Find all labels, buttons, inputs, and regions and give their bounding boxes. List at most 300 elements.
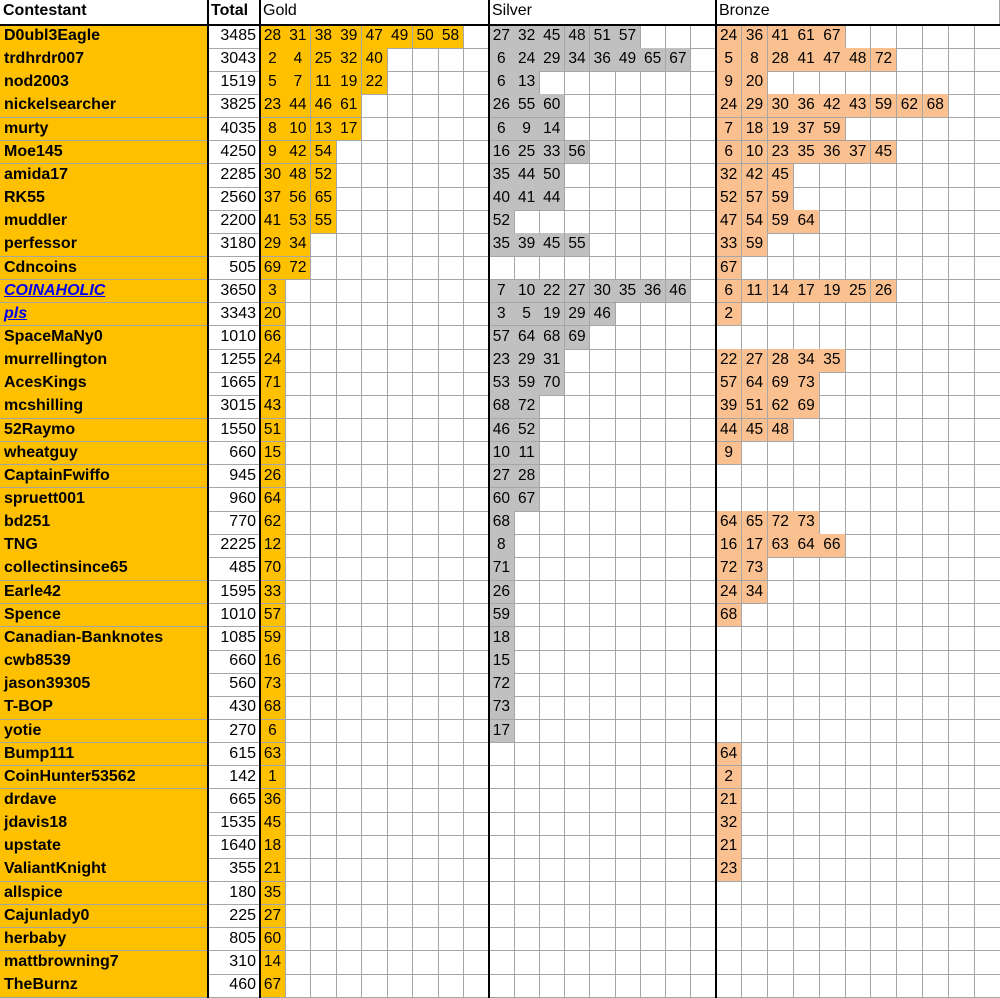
bronze-empty-cell[interactable] — [974, 696, 1000, 720]
gold-empty-cell[interactable] — [311, 905, 337, 929]
bronze-empty-cell[interactable] — [923, 789, 949, 813]
bronze-empty-cell[interactable] — [845, 233, 871, 257]
bronze-value-cell[interactable]: 44 — [716, 419, 742, 443]
bronze-empty-cell[interactable] — [897, 349, 923, 373]
gold-empty-cell[interactable] — [311, 534, 337, 558]
contestant-name[interactable]: mattbrowning7 — [0, 951, 208, 975]
silver-value-cell[interactable]: 22 — [539, 280, 565, 304]
gold-empty-cell[interactable] — [464, 627, 490, 651]
gold-empty-cell[interactable] — [362, 951, 388, 975]
gold-empty-cell[interactable] — [438, 812, 464, 836]
gold-value-cell[interactable]: 69 — [260, 257, 286, 281]
gold-empty-cell[interactable] — [311, 395, 337, 419]
gold-value-cell[interactable]: 3 — [260, 280, 286, 304]
bronze-empty-cell[interactable] — [819, 187, 845, 211]
gold-empty-cell[interactable] — [413, 395, 439, 419]
bronze-empty-cell[interactable] — [897, 673, 923, 697]
gold-value-cell[interactable]: 16 — [260, 650, 286, 674]
gold-empty-cell[interactable] — [438, 395, 464, 419]
silver-empty-cell[interactable] — [640, 835, 666, 859]
bronze-empty-cell[interactable] — [974, 766, 1000, 790]
silver-value-cell[interactable]: 26 — [489, 94, 515, 118]
bronze-empty-cell[interactable] — [974, 673, 1000, 697]
gold-empty-cell[interactable] — [362, 557, 388, 581]
bronze-empty-cell[interactable] — [871, 905, 897, 929]
bronze-empty-cell[interactable] — [923, 395, 949, 419]
bronze-value-cell[interactable]: 45 — [768, 164, 794, 188]
gold-empty-cell[interactable] — [387, 534, 413, 558]
silver-empty-cell[interactable] — [666, 210, 692, 234]
bronze-empty-cell[interactable] — [871, 557, 897, 581]
silver-empty-cell[interactable] — [514, 210, 540, 234]
total-cell[interactable]: 2560 — [208, 187, 260, 211]
bronze-value-cell[interactable]: 39 — [716, 395, 742, 419]
silver-value-cell[interactable]: 57 — [489, 326, 515, 350]
gold-value-cell[interactable]: 29 — [260, 233, 286, 257]
bronze-empty-cell[interactable] — [871, 534, 897, 558]
bronze-empty-cell[interactable] — [793, 720, 819, 744]
silver-empty-cell[interactable] — [565, 905, 591, 929]
gold-empty-cell[interactable] — [464, 257, 490, 281]
bronze-value-cell[interactable]: 67 — [716, 257, 742, 281]
bronze-value-cell[interactable]: 57 — [716, 372, 742, 396]
gold-empty-cell[interactable] — [285, 534, 311, 558]
silver-empty-cell[interactable] — [691, 141, 717, 165]
gold-value-cell[interactable]: 42 — [285, 141, 311, 165]
gold-empty-cell[interactable] — [336, 858, 362, 882]
bronze-empty-cell[interactable] — [871, 789, 897, 813]
contestant-name[interactable]: nod2003 — [0, 71, 208, 95]
gold-empty-cell[interactable] — [438, 858, 464, 882]
silver-value-cell[interactable]: 41 — [514, 187, 540, 211]
gold-empty-cell[interactable] — [336, 372, 362, 396]
bronze-empty-cell[interactable] — [948, 974, 974, 998]
total-cell[interactable]: 2225 — [208, 534, 260, 558]
silver-empty-cell[interactable] — [691, 326, 717, 350]
silver-empty-cell[interactable] — [666, 858, 692, 882]
gold-value-cell[interactable]: 48 — [285, 164, 311, 188]
silver-empty-cell[interactable] — [640, 164, 666, 188]
silver-empty-cell[interactable] — [691, 94, 717, 118]
bronze-value-cell[interactable]: 59 — [768, 210, 794, 234]
silver-empty-cell[interactable] — [666, 627, 692, 651]
bronze-empty-cell[interactable] — [845, 743, 871, 767]
bronze-empty-cell[interactable] — [923, 835, 949, 859]
gold-empty-cell[interactable] — [438, 465, 464, 489]
bronze-value-cell[interactable]: 26 — [871, 280, 897, 304]
bronze-empty-cell[interactable] — [819, 627, 845, 651]
silver-empty-cell[interactable] — [514, 928, 540, 952]
silver-empty-cell[interactable] — [615, 743, 641, 767]
total-cell[interactable]: 665 — [208, 789, 260, 813]
bronze-empty-cell[interactable] — [819, 511, 845, 535]
gold-empty-cell[interactable] — [413, 488, 439, 512]
silver-value-cell[interactable]: 5 — [514, 303, 540, 327]
gold-empty-cell[interactable] — [311, 257, 337, 281]
bronze-empty-cell[interactable] — [923, 766, 949, 790]
silver-empty-cell[interactable] — [590, 974, 616, 998]
bronze-empty-cell[interactable] — [871, 395, 897, 419]
gold-empty-cell[interactable] — [413, 812, 439, 836]
silver-empty-cell[interactable] — [640, 118, 666, 142]
gold-empty-cell[interactable] — [387, 257, 413, 281]
silver-empty-cell[interactable] — [514, 789, 540, 813]
gold-empty-cell[interactable] — [464, 882, 490, 906]
gold-empty-cell[interactable] — [362, 720, 388, 744]
silver-value-cell[interactable]: 46 — [590, 303, 616, 327]
gold-empty-cell[interactable] — [362, 604, 388, 628]
gold-empty-cell[interactable] — [362, 303, 388, 327]
bronze-empty-cell[interactable] — [793, 882, 819, 906]
bronze-empty-cell[interactable] — [923, 25, 949, 49]
silver-empty-cell[interactable] — [539, 511, 565, 535]
silver-empty-cell[interactable] — [640, 187, 666, 211]
bronze-empty-cell[interactable] — [923, 419, 949, 443]
silver-empty-cell[interactable] — [666, 604, 692, 628]
silver-value-cell[interactable]: 19 — [539, 303, 565, 327]
bronze-value-cell[interactable]: 18 — [742, 118, 768, 142]
silver-empty-cell[interactable] — [565, 743, 591, 767]
gold-value-cell[interactable]: 51 — [260, 419, 286, 443]
gold-empty-cell[interactable] — [336, 835, 362, 859]
silver-empty-cell[interactable] — [539, 858, 565, 882]
bronze-empty-cell[interactable] — [897, 71, 923, 95]
silver-empty-cell[interactable] — [615, 164, 641, 188]
bronze-empty-cell[interactable] — [871, 604, 897, 628]
contestant-name[interactable]: perfessor — [0, 233, 208, 257]
bronze-empty-cell[interactable] — [716, 951, 742, 975]
silver-empty-cell[interactable] — [565, 673, 591, 697]
gold-empty-cell[interactable] — [413, 326, 439, 350]
silver-empty-cell[interactable] — [691, 858, 717, 882]
silver-empty-cell[interactable] — [640, 604, 666, 628]
gold-empty-cell[interactable] — [362, 928, 388, 952]
gold-value-cell[interactable]: 46 — [311, 94, 337, 118]
gold-empty-cell[interactable] — [362, 696, 388, 720]
bronze-empty-cell[interactable] — [948, 534, 974, 558]
silver-empty-cell[interactable] — [590, 720, 616, 744]
gold-value-cell[interactable]: 72 — [285, 257, 311, 281]
bronze-empty-cell[interactable] — [897, 789, 923, 813]
silver-empty-cell[interactable] — [514, 650, 540, 674]
gold-empty-cell[interactable] — [413, 905, 439, 929]
bronze-value-cell[interactable]: 32 — [716, 812, 742, 836]
gold-empty-cell[interactable] — [387, 789, 413, 813]
bronze-empty-cell[interactable] — [974, 210, 1000, 234]
bronze-empty-cell[interactable] — [923, 928, 949, 952]
gold-empty-cell[interactable] — [438, 905, 464, 929]
gold-empty-cell[interactable] — [464, 71, 490, 95]
gold-empty-cell[interactable] — [387, 465, 413, 489]
gold-empty-cell[interactable] — [387, 627, 413, 651]
bronze-empty-cell[interactable] — [923, 141, 949, 165]
bronze-empty-cell[interactable] — [948, 118, 974, 142]
gold-empty-cell[interactable] — [387, 905, 413, 929]
silver-empty-cell[interactable] — [590, 349, 616, 373]
bronze-empty-cell[interactable] — [974, 187, 1000, 211]
gold-empty-cell[interactable] — [362, 326, 388, 350]
bronze-empty-cell[interactable] — [793, 766, 819, 790]
bronze-empty-cell[interactable] — [897, 372, 923, 396]
total-cell[interactable]: 660 — [208, 650, 260, 674]
gold-empty-cell[interactable] — [362, 372, 388, 396]
bronze-empty-cell[interactable] — [768, 488, 794, 512]
gold-value-cell[interactable]: 11 — [311, 71, 337, 95]
silver-empty-cell[interactable] — [640, 395, 666, 419]
bronze-empty-cell[interactable] — [948, 395, 974, 419]
silver-empty-cell[interactable] — [666, 233, 692, 257]
bronze-empty-cell[interactable] — [716, 928, 742, 952]
gold-empty-cell[interactable] — [464, 419, 490, 443]
bronze-empty-cell[interactable] — [974, 951, 1000, 975]
gold-empty-cell[interactable] — [285, 372, 311, 396]
silver-value-cell[interactable]: 8 — [489, 534, 515, 558]
silver-empty-cell[interactable] — [640, 210, 666, 234]
silver-empty-cell[interactable] — [640, 349, 666, 373]
silver-empty-cell[interactable] — [615, 326, 641, 350]
gold-empty-cell[interactable] — [285, 789, 311, 813]
gold-value-cell[interactable]: 53 — [285, 210, 311, 234]
contestant-name[interactable]: jason39305 — [0, 673, 208, 697]
bronze-value-cell[interactable]: 28 — [768, 349, 794, 373]
silver-empty-cell[interactable] — [615, 94, 641, 118]
bronze-empty-cell[interactable] — [974, 349, 1000, 373]
bronze-empty-cell[interactable] — [845, 118, 871, 142]
gold-empty-cell[interactable] — [387, 835, 413, 859]
silver-empty-cell[interactable] — [590, 71, 616, 95]
bronze-empty-cell[interactable] — [793, 419, 819, 443]
silver-empty-cell[interactable] — [514, 257, 540, 281]
gold-empty-cell[interactable] — [413, 928, 439, 952]
gold-empty-cell[interactable] — [438, 696, 464, 720]
total-cell[interactable]: 460 — [208, 974, 260, 998]
silver-empty-cell[interactable] — [691, 696, 717, 720]
bronze-empty-cell[interactable] — [716, 650, 742, 674]
silver-empty-cell[interactable] — [666, 534, 692, 558]
bronze-empty-cell[interactable] — [871, 835, 897, 859]
bronze-value-cell[interactable]: 54 — [742, 210, 768, 234]
gold-empty-cell[interactable] — [285, 928, 311, 952]
gold-empty-cell[interactable] — [387, 164, 413, 188]
bronze-value-cell[interactable]: 19 — [819, 280, 845, 304]
silver-value-cell[interactable]: 11 — [514, 442, 540, 466]
bronze-empty-cell[interactable] — [897, 905, 923, 929]
gold-empty-cell[interactable] — [336, 673, 362, 697]
bronze-value-cell[interactable]: 37 — [793, 118, 819, 142]
silver-empty-cell[interactable] — [640, 743, 666, 767]
bronze-empty-cell[interactable] — [742, 905, 768, 929]
silver-value-cell[interactable]: 25 — [514, 141, 540, 165]
bronze-empty-cell[interactable] — [819, 442, 845, 466]
gold-empty-cell[interactable] — [387, 882, 413, 906]
bronze-value-cell[interactable]: 62 — [897, 94, 923, 118]
bronze-empty-cell[interactable] — [974, 905, 1000, 929]
silver-empty-cell[interactable] — [615, 905, 641, 929]
silver-empty-cell[interactable] — [489, 858, 515, 882]
silver-empty-cell[interactable] — [565, 951, 591, 975]
gold-empty-cell[interactable] — [438, 835, 464, 859]
bronze-empty-cell[interactable] — [819, 882, 845, 906]
silver-empty-cell[interactable] — [666, 326, 692, 350]
gold-empty-cell[interactable] — [311, 280, 337, 304]
bronze-empty-cell[interactable] — [768, 557, 794, 581]
total-cell[interactable]: 3015 — [208, 395, 260, 419]
silver-empty-cell[interactable] — [539, 395, 565, 419]
bronze-empty-cell[interactable] — [897, 882, 923, 906]
silver-empty-cell[interactable] — [615, 882, 641, 906]
silver-empty-cell[interactable] — [640, 720, 666, 744]
gold-empty-cell[interactable] — [387, 928, 413, 952]
bronze-value-cell[interactable]: 72 — [716, 557, 742, 581]
gold-empty-cell[interactable] — [311, 557, 337, 581]
gold-empty-cell[interactable] — [438, 118, 464, 142]
gold-value-cell[interactable]: 1 — [260, 766, 286, 790]
silver-empty-cell[interactable] — [565, 349, 591, 373]
silver-empty-cell[interactable] — [565, 511, 591, 535]
gold-value-cell[interactable]: 41 — [260, 210, 286, 234]
gold-value-cell[interactable]: 20 — [260, 303, 286, 327]
bronze-empty-cell[interactable] — [948, 25, 974, 49]
bronze-value-cell[interactable]: 41 — [793, 48, 819, 72]
bronze-empty-cell[interactable] — [897, 858, 923, 882]
silver-empty-cell[interactable] — [640, 905, 666, 929]
gold-empty-cell[interactable] — [464, 118, 490, 142]
silver-empty-cell[interactable] — [514, 882, 540, 906]
silver-empty-cell[interactable] — [565, 164, 591, 188]
bronze-empty-cell[interactable] — [871, 720, 897, 744]
total-cell[interactable]: 615 — [208, 743, 260, 767]
bronze-empty-cell[interactable] — [948, 326, 974, 350]
bronze-empty-cell[interactable] — [897, 835, 923, 859]
silver-empty-cell[interactable] — [691, 395, 717, 419]
gold-value-cell[interactable]: 62 — [260, 511, 286, 535]
silver-value-cell[interactable]: 46 — [666, 280, 692, 304]
gold-empty-cell[interactable] — [311, 928, 337, 952]
silver-value-cell[interactable]: 59 — [514, 372, 540, 396]
bronze-empty-cell[interactable] — [923, 627, 949, 651]
bronze-value-cell[interactable]: 72 — [871, 48, 897, 72]
bronze-empty-cell[interactable] — [793, 465, 819, 489]
bronze-empty-cell[interactable] — [742, 882, 768, 906]
bronze-empty-cell[interactable] — [923, 534, 949, 558]
bronze-empty-cell[interactable] — [716, 882, 742, 906]
silver-empty-cell[interactable] — [514, 627, 540, 651]
bronze-empty-cell[interactable] — [897, 118, 923, 142]
gold-value-cell[interactable]: 71 — [260, 372, 286, 396]
silver-empty-cell[interactable] — [640, 511, 666, 535]
header-bronze[interactable]: Bronze — [716, 0, 1000, 25]
gold-empty-cell[interactable] — [464, 766, 490, 790]
contestant-name[interactable]: jdavis18 — [0, 812, 208, 836]
silver-empty-cell[interactable] — [489, 974, 515, 998]
bronze-value-cell[interactable]: 25 — [845, 280, 871, 304]
bronze-empty-cell[interactable] — [793, 326, 819, 350]
gold-empty-cell[interactable] — [362, 442, 388, 466]
silver-empty-cell[interactable] — [666, 372, 692, 396]
bronze-empty-cell[interactable] — [948, 905, 974, 929]
bronze-value-cell[interactable]: 16 — [716, 534, 742, 558]
silver-empty-cell[interactable] — [666, 257, 692, 281]
bronze-empty-cell[interactable] — [871, 233, 897, 257]
silver-empty-cell[interactable] — [691, 789, 717, 813]
bronze-empty-cell[interactable] — [716, 905, 742, 929]
silver-empty-cell[interactable] — [590, 789, 616, 813]
bronze-value-cell[interactable]: 28 — [768, 48, 794, 72]
bronze-empty-cell[interactable] — [845, 534, 871, 558]
silver-empty-cell[interactable] — [691, 280, 717, 304]
bronze-empty-cell[interactable] — [793, 974, 819, 998]
gold-empty-cell[interactable] — [413, 94, 439, 118]
bronze-value-cell[interactable]: 21 — [716, 789, 742, 813]
bronze-value-cell[interactable]: 7 — [716, 118, 742, 142]
gold-empty-cell[interactable] — [336, 465, 362, 489]
bronze-empty-cell[interactable] — [716, 720, 742, 744]
gold-empty-cell[interactable] — [336, 141, 362, 165]
bronze-empty-cell[interactable] — [923, 974, 949, 998]
bronze-value-cell[interactable]: 41 — [768, 25, 794, 49]
silver-empty-cell[interactable] — [590, 187, 616, 211]
silver-value-cell[interactable]: 70 — [539, 372, 565, 396]
contestant-name[interactable]: TheBurnz — [0, 974, 208, 998]
silver-empty-cell[interactable] — [590, 210, 616, 234]
bronze-empty-cell[interactable] — [845, 928, 871, 952]
silver-empty-cell[interactable] — [666, 835, 692, 859]
silver-empty-cell[interactable] — [514, 604, 540, 628]
gold-value-cell[interactable]: 17 — [336, 118, 362, 142]
silver-value-cell[interactable]: 57 — [615, 25, 641, 49]
bronze-empty-cell[interactable] — [897, 974, 923, 998]
silver-value-cell[interactable]: 34 — [565, 48, 591, 72]
gold-empty-cell[interactable] — [311, 233, 337, 257]
gold-empty-cell[interactable] — [387, 118, 413, 142]
bronze-empty-cell[interactable] — [793, 905, 819, 929]
silver-empty-cell[interactable] — [640, 858, 666, 882]
gold-empty-cell[interactable] — [362, 395, 388, 419]
bronze-empty-cell[interactable] — [845, 581, 871, 605]
bronze-empty-cell[interactable] — [793, 627, 819, 651]
gold-empty-cell[interactable] — [285, 673, 311, 697]
gold-empty-cell[interactable] — [413, 673, 439, 697]
bronze-empty-cell[interactable] — [948, 951, 974, 975]
bronze-value-cell[interactable]: 37 — [845, 141, 871, 165]
silver-empty-cell[interactable] — [590, 118, 616, 142]
gold-value-cell[interactable]: 37 — [260, 187, 286, 211]
silver-value-cell[interactable]: 48 — [565, 25, 591, 49]
silver-empty-cell[interactable] — [514, 974, 540, 998]
silver-value-cell[interactable]: 60 — [539, 94, 565, 118]
bronze-empty-cell[interactable] — [845, 858, 871, 882]
gold-empty-cell[interactable] — [413, 141, 439, 165]
silver-empty-cell[interactable] — [615, 488, 641, 512]
silver-empty-cell[interactable] — [514, 534, 540, 558]
silver-empty-cell[interactable] — [565, 604, 591, 628]
silver-value-cell[interactable]: 33 — [539, 141, 565, 165]
total-cell[interactable]: 3485 — [208, 25, 260, 49]
silver-empty-cell[interactable] — [590, 395, 616, 419]
silver-empty-cell[interactable] — [640, 812, 666, 836]
gold-empty-cell[interactable] — [336, 928, 362, 952]
gold-value-cell[interactable]: 57 — [260, 604, 286, 628]
bronze-empty-cell[interactable] — [793, 488, 819, 512]
silver-empty-cell[interactable] — [666, 465, 692, 489]
bronze-empty-cell[interactable] — [819, 720, 845, 744]
bronze-value-cell[interactable]: 67 — [819, 25, 845, 49]
silver-empty-cell[interactable] — [565, 696, 591, 720]
bronze-empty-cell[interactable] — [948, 511, 974, 535]
silver-value-cell[interactable]: 44 — [514, 164, 540, 188]
silver-empty-cell[interactable] — [615, 720, 641, 744]
gold-empty-cell[interactable] — [413, 71, 439, 95]
